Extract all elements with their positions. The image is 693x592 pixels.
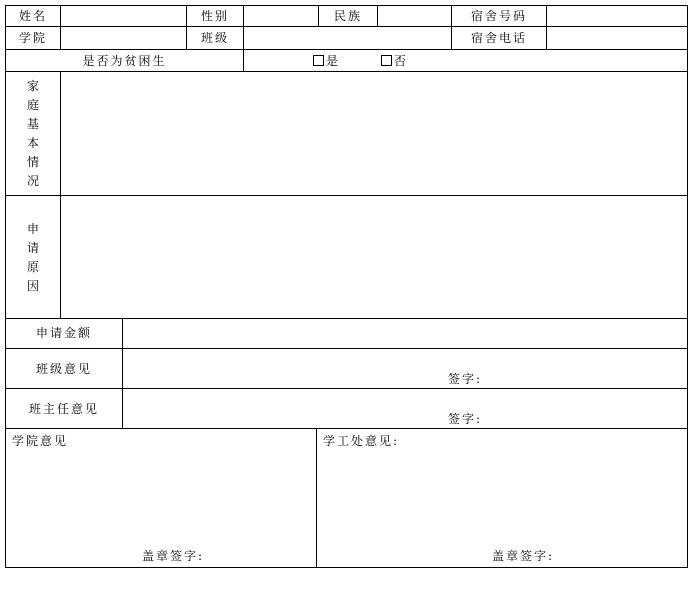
application-reason-field[interactable] <box>61 196 687 318</box>
name-label: 姓名 <box>18 9 47 23</box>
application-reason-label-char: 因 <box>26 279 39 293</box>
teacher-opinion-label: 班主任意见 <box>28 402 99 416</box>
office-opinion-field[interactable] <box>317 449 687 544</box>
checkbox-icon[interactable] <box>313 55 324 66</box>
college-seal-signature-label: 盖章签字: <box>142 549 205 563</box>
family-situation-label-char: 情 <box>26 155 39 169</box>
class-signature-label: 签字: <box>448 372 483 386</box>
college-opinion-label: 学院意见 <box>12 434 69 448</box>
class-opinion-label: 班级意见 <box>35 362 92 376</box>
amount-label: 申请金额 <box>35 326 92 340</box>
table-line <box>5 49 688 50</box>
office-opinion-label: 学工处意见: <box>323 434 400 448</box>
poverty-label: 是否为贫困生 <box>82 54 167 68</box>
dorm-phone-field[interactable] <box>547 27 687 49</box>
ethnicity-field[interactable] <box>378 6 451 26</box>
dorm-number-field[interactable] <box>547 6 687 26</box>
table-line <box>5 567 688 568</box>
application-reason-label-char: 申 <box>26 222 39 236</box>
office-seal-signature-label: 盖章签字: <box>492 549 555 563</box>
teacher-opinion-field[interactable] <box>123 389 687 428</box>
family-situation-label-char: 本 <box>26 136 39 150</box>
college-field[interactable] <box>61 27 186 49</box>
family-situation-label-char: 基 <box>26 117 39 131</box>
poverty-yes-label: 是 <box>326 54 339 68</box>
class-field[interactable] <box>244 27 451 49</box>
poverty-no-label: 否 <box>394 54 407 68</box>
amount-field[interactable] <box>123 319 687 348</box>
teacher-signature-label: 签字: <box>448 412 483 426</box>
family-situation-label-char: 况 <box>26 174 39 188</box>
family-situation-label-char: 庭 <box>26 98 39 112</box>
application-reason-label <box>23 220 43 296</box>
family-situation-label <box>23 77 43 191</box>
name-field[interactable] <box>61 6 186 26</box>
application-reason-label-char: 原 <box>26 260 39 274</box>
dorm-number-label: 宿舍号码 <box>470 9 527 23</box>
gender-field[interactable] <box>244 6 318 26</box>
checkbox-icon[interactable] <box>381 55 392 66</box>
college-opinion-field[interactable] <box>6 449 316 544</box>
college-label: 学院 <box>18 31 47 45</box>
dorm-phone-label: 宿舍电话 <box>470 31 527 45</box>
poverty-no-option[interactable] <box>381 54 406 68</box>
gender-label: 性别 <box>200 9 229 23</box>
table-line <box>5 428 688 429</box>
family-situation-label-char: 家 <box>26 79 39 93</box>
table-line <box>687 5 688 568</box>
class-label: 班级 <box>200 31 229 45</box>
class-opinion-field[interactable] <box>123 349 687 388</box>
poverty-yes-option[interactable] <box>313 54 338 68</box>
ethnicity-label: 民族 <box>333 9 362 23</box>
application-reason-label-char: 请 <box>26 241 39 255</box>
family-situation-field[interactable] <box>61 72 687 195</box>
